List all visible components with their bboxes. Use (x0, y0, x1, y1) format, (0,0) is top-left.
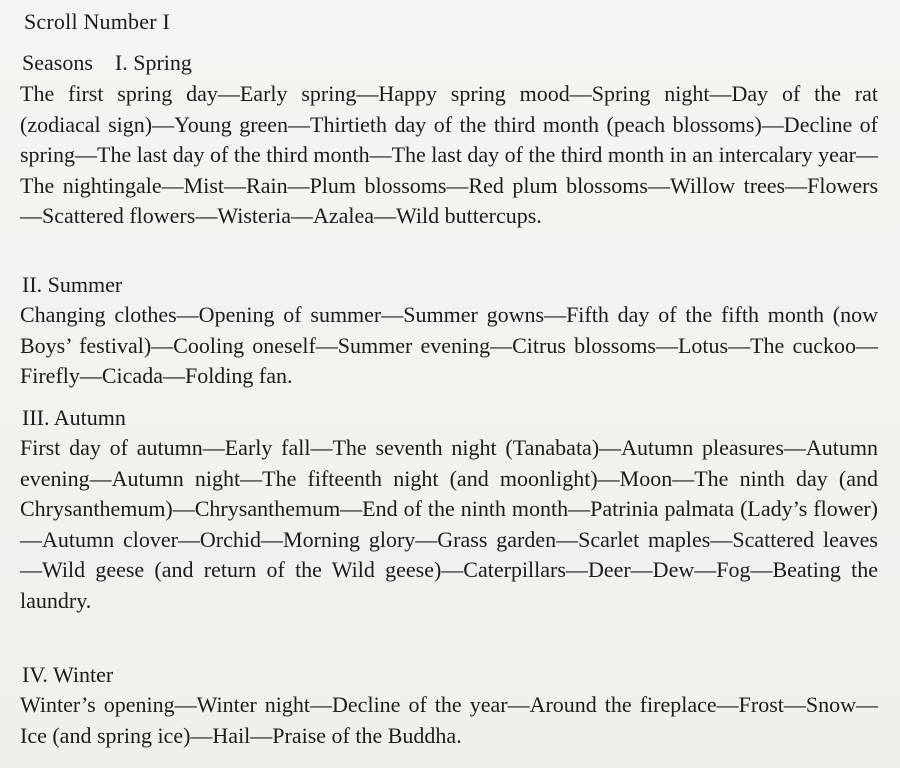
autumn-heading: III. Autumn (22, 405, 126, 430)
spring-text: The first spring day—Early spring—Happy spring mood—Spring night—Day of the rat (zodiacal sign)—Young green—Thirtieth day of the third month (peach blossoms)—Decline of spring—The last day of the third month—The last day of the third month in an intercalary year—The nightingale—Mist—Rain—Plum blossoms—Red plum blossoms—Willow trees—Flowers—Scattered flowers—Wisteria—Azalea—Wild buttercups. (20, 81, 878, 229)
summer-heading: II. Summer (22, 272, 123, 297)
spring-heading (22, 49, 192, 77)
document-title: Scroll Number I (24, 9, 170, 34)
winter-text: Winter’s opening—Winter night—Decline of the year—Around the fireplace—Frost—Snow—Ice (and spring ice)—Hail—Praise of the Buddha. (20, 692, 878, 748)
summer-text: Changing clothes—Opening of summer—Summer gowns—Fifth day of the fifth month (now Boys’ festival)—Cooling oneself—Summer evening—Citrus blossoms—Lotus—The cuckoo—Firefly—Cicada—Folding fan. (20, 302, 878, 389)
autumn-text: First day of autumn—Early fall—The seventh night (Tanabata)—Autumn pleasures—Autumn evening—Autumn night—The fifteenth night (and moonlight)—Moon—The ninth day (and Chrysanthemum)—Chrysanthemum—End of the ninth month—Patrinia palmata (Lady’s flower)—Autumn clover—Orchid—Morning glory—Grass garden—Scarlet maples—Scattered leaves—Wild geese (and return of the Wild geese)—Caterpillars—Deer—Dew—Fog—Beating the laundry. (20, 435, 878, 613)
spring-title: I. Spring (114, 50, 192, 75)
winter-heading: IV. Winter (22, 662, 114, 687)
seasons-label: Seasons (22, 50, 93, 75)
